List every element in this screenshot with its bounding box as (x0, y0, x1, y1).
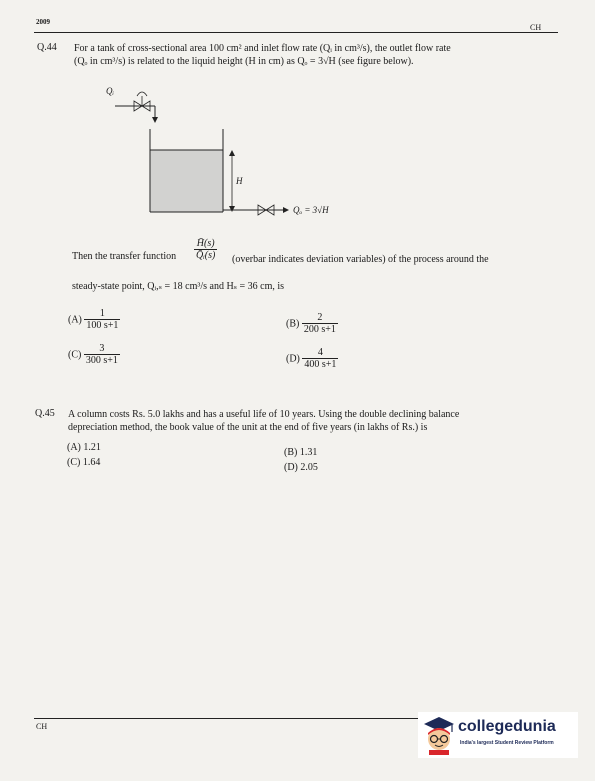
q45-line2: depreciation method, the book value of the unit at the end of five years (in lakhs of Rs.) is (68, 422, 428, 433)
q44-option-b[interactable] (286, 312, 338, 336)
transfer-function (194, 238, 217, 262)
q45-number: Q.45 (35, 408, 55, 419)
paper-code-footer: CH (36, 722, 48, 731)
option-num: 3 (99, 343, 105, 354)
option-num: 2 (317, 312, 323, 323)
outlet-flow-label: Qₒ = 3√H (293, 205, 329, 215)
option-num: 1 (99, 308, 105, 319)
option-den: 300 s+1 (85, 355, 118, 366)
tf-denominator: Q̄ᵢ(s) (196, 250, 216, 261)
q45-option-d[interactable]: (D) 2.05 (284, 462, 318, 473)
logo-wordmark: collegedunia (458, 718, 556, 735)
tf-numerator: H̄(s) (196, 238, 215, 249)
q44-line2: (Qₒ in cm³/s) is related to the liquid height (H in cm) as Qₒ = 3√H (see figure below). (74, 56, 414, 67)
tf-intro: Then the transfer function (72, 251, 177, 262)
exam-year: 2009 (36, 18, 50, 26)
q44-option-d[interactable] (286, 347, 338, 371)
q45-option-c[interactable]: (C) 1.64 (67, 457, 101, 468)
header-rule (34, 32, 558, 33)
tank-liquid (151, 150, 223, 212)
inlet-flow-label: Qᵢ (106, 86, 114, 96)
mascot-icon (422, 715, 456, 755)
option-label: (D) (286, 353, 300, 365)
q44-line1: For a tank of cross-sectional area 100 cm² and inlet flow rate (Qᵢ in cm³/s), the outlet flow rate (74, 43, 451, 54)
q45-option-a[interactable]: (A) 1.21 (67, 442, 101, 453)
option-num: 4 (317, 347, 323, 358)
tf-suffix: (overbar indicates deviation variables) of the process around the (232, 254, 489, 265)
option-den: 200 s+1 (303, 324, 336, 335)
paper-code-header: CH (530, 23, 542, 32)
q45-option-b[interactable]: (B) 1.31 (284, 447, 318, 458)
height-label: H (236, 176, 243, 186)
option-label: (A) (68, 314, 82, 326)
q44-option-c[interactable] (68, 343, 120, 367)
option-den: 400 s+1 (304, 359, 337, 370)
option-den: 100 s+1 (86, 320, 119, 331)
q45-line1: A column costs Rs. 5.0 lakhs and has a useful life of 10 years. Using the double declining balance (68, 409, 460, 420)
option-label: (C) (68, 349, 82, 361)
steady-state-text: steady-state point, Qᵢ,ₛ = 18 cm³/s and Hₛ = 36 cm, is (72, 281, 285, 292)
q44-option-a[interactable] (68, 308, 120, 332)
option-label: (B) (286, 318, 300, 330)
logo-tagline: India's largest Student Review Platform (460, 740, 554, 746)
q44-number: Q.44 (37, 42, 57, 53)
